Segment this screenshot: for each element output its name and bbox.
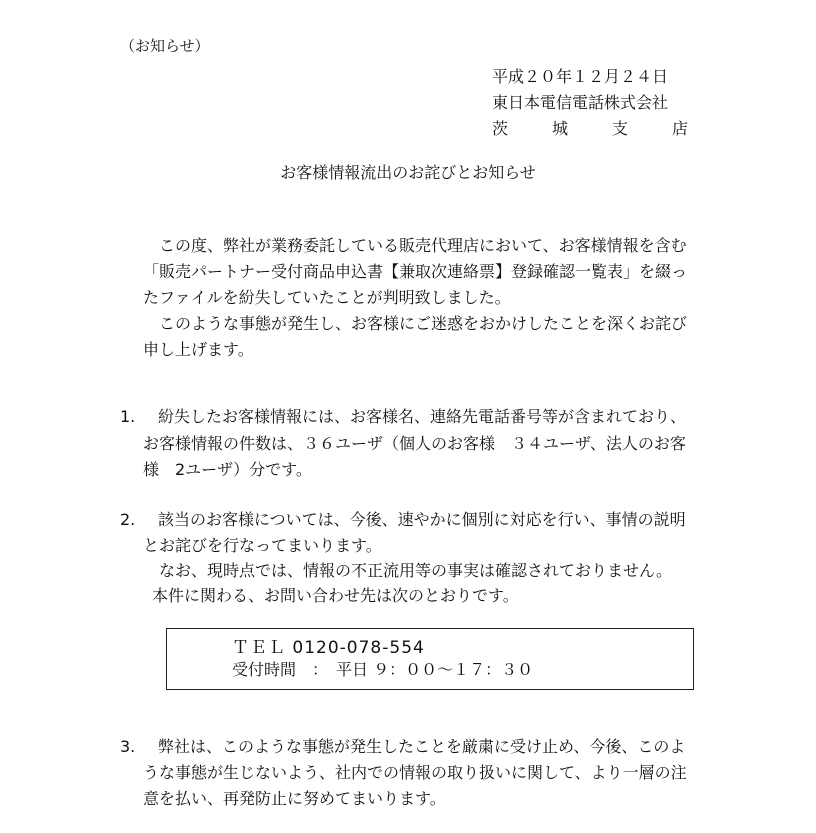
item-line: うな事態が生じないよう、社内での情報の取り扱いに関して、より一層の注 [143,763,687,782]
branch-name: 茨 城 支 店 [491,119,702,138]
item-number: 3. [120,737,136,756]
item-line: とお詫びを行なってまいります。 [143,536,382,555]
item-number: 1. [120,407,136,426]
item-line: 該当のお客様については、今後、速やかに個別に対応を行い、事情の説明 [158,510,686,529]
contact-hours: 受付時間 ： 平日 ９：００～１７：３０ [232,660,534,679]
contact-tel: ＴＥＬ 0120-078-554 [232,638,425,658]
notice-tag: （お知らせ） [120,37,210,55]
item-number: 2. [120,510,136,529]
intro-line: 「販売パートナー受付商品申込書【兼取次連絡票】登録確認一覧表」を綴っ [143,262,688,281]
sender-block [492,64,702,142]
item-line: 弊社は、このような事態が発生したことを厳粛に受け止め、今後、このよ [158,737,686,756]
item-line: 意を払い、再発防止に努めてまいります。 [143,789,446,808]
item-line: なお、現時点では、情報の不正流用等の事実は確認されておりません。 [143,561,672,580]
intro-line: 申し上げます。 [143,340,254,359]
issue-date: 平成２０年１２月２４日 [491,67,668,86]
document-title: お客様情報流出のお詫びとお知らせ [280,163,536,182]
company-name: 東日本電信電話株式会社 [491,93,668,112]
item-line: 様 2ユーザ）分です。 [143,460,312,479]
item-line: 本件に関わる、お問い合わせ先は次のとおりです。 [152,586,519,605]
intro-line: この度、弊社が業務委託している販売代理店において、お客様情報を含む [143,236,687,255]
intro-line: このような事態が発生し、お客様にご迷惑をおかけしたことを深くお詫び [143,314,688,333]
intro-line: たファイルを紛失していたことが判明致しました。 [143,288,511,307]
item-line: お客様情報の件数は、３６ユーザ（個人のお客様 ３４ユーザ、法人のお客 [143,434,686,453]
item-line: 紛失したお客様情報には、お客様名、連絡先電話番号等が含まれており、 [158,407,687,426]
